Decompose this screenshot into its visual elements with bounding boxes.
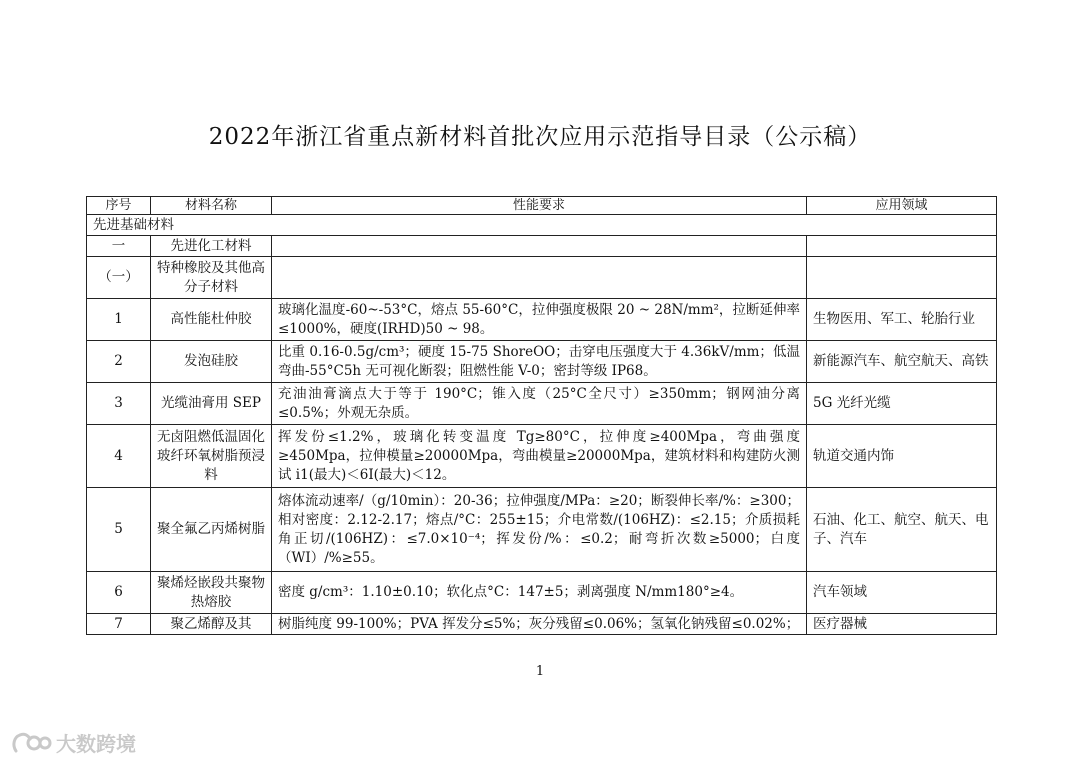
document-title: 2022年浙江省重点新材料首批次应用示范指导目录（公示稿）	[208, 124, 872, 150]
row-material-name: 聚烯烃嵌段共聚物热熔胶	[151, 572, 272, 614]
row-material-name: 无卤阻燃低温固化玻纤环氧树脂预浸料	[151, 425, 272, 488]
row-seq: 2	[87, 341, 151, 383]
row-seq: 6	[87, 572, 151, 614]
table-row	[87, 425, 997, 488]
header-name: 材料名称	[151, 197, 272, 215]
subcategory-row	[87, 236, 997, 257]
row-application: 轨道交通内饰	[807, 425, 997, 488]
row-application: 新能源汽车、航空航天、高铁	[807, 341, 997, 383]
row-performance: 玻璃化温度-60~-53°C，熔点 55-60°C，拉伸强度极限 20 ~ 28N/mm²，拉断延伸率≤1000%，硬度(IRHD)50 ~ 98。	[272, 299, 807, 341]
row-performance: 密度 g/cm³：1.10±0.10；软化点°C：147±5；剥离强度 N/mm180°≥4。	[272, 572, 807, 614]
row-material-name: 聚全氟乙丙烯树脂	[151, 488, 272, 572]
materials-table	[86, 196, 997, 635]
row-seq: 3	[87, 383, 151, 425]
subcategory-seq: 一	[87, 236, 151, 257]
row-application: 汽车领域	[807, 572, 997, 614]
table-row	[87, 488, 997, 572]
table-row	[87, 614, 997, 635]
row-application: 5G 光纤光缆	[807, 383, 997, 425]
row-application: 石油、化工、航空、航天、电子、汽车	[807, 488, 997, 572]
header-performance: 性能要求	[272, 197, 807, 215]
row-application: 生物医用、军工、轮胎行业	[807, 299, 997, 341]
page-number: 1	[535, 664, 545, 679]
category-row	[87, 215, 997, 236]
row-performance: 挥发份≤1.2%，玻璃化转变温度 Tg≥80°C，拉伸度≥400Mpa，弯曲强度≥450Mpa，拉伸模量≥20000Mpa，弯曲模量≥20000Mpa，建筑材料和构建防火测试 i1(最大)＜6I(最大)＜12。	[272, 425, 807, 488]
subcategory-name: 先进化工材料	[151, 236, 272, 257]
row-performance: 熔体流动速率/（g/10min）：20-36；拉伸强度/MPa：≥20；断裂伸长率/%：≥300；相对密度：2.12-2.17；熔点/°C：255±15；介电常数/(106HZ)：≤2.15；介质损耗角正切/(106HZ)：≤7.0×10⁻⁴；挥发份/%：≤0.2；耐弯折次数≥5000；白度（WI）/%≥55。	[272, 488, 807, 572]
table-row	[87, 341, 997, 383]
watermark-logo-icon	[10, 729, 52, 757]
row-seq: 1	[87, 299, 151, 341]
table-row	[87, 299, 997, 341]
table-row	[87, 383, 997, 425]
empty-cell	[807, 257, 997, 299]
watermark-text: 大数跨境	[56, 732, 136, 756]
watermark	[10, 728, 136, 757]
category-label: 先进基础材料	[87, 215, 997, 236]
row-seq: 4	[87, 425, 151, 488]
row-material-name: 聚乙烯醇及其	[151, 614, 272, 635]
header-application: 应用领域	[807, 197, 997, 215]
row-material-name: 光缆油膏用 SEP	[151, 383, 272, 425]
row-application: 医疗器械	[807, 614, 997, 635]
table-row	[87, 572, 997, 614]
row-performance: 比重 0.16-0.5g/cm³；硬度 15-75 ShoreOO；击穿电压强度大于 4.36kV/mm；低温弯曲-55°C5h 无可视化断裂；阻燃性能 V-0；密封等级 IP68。	[272, 341, 807, 383]
header-seq: 序号	[87, 197, 151, 215]
row-performance: 充油油膏滴点大于等于 190°C；锥入度（25°C全尺寸）≥350mm；钢网油分离≤0.5%；外观无杂质。	[272, 383, 807, 425]
row-material-name: 高性能杜仲胶	[151, 299, 272, 341]
row-seq: 5	[87, 488, 151, 572]
group-seq: （一）	[87, 257, 151, 299]
empty-cell	[807, 236, 997, 257]
empty-cell	[272, 236, 807, 257]
row-performance: 树脂纯度 99-100%；PVA 挥发分≤5%；灰分残留≤0.06%；氢氧化钠残留≤0.02%；	[272, 614, 807, 635]
group-row	[87, 257, 997, 299]
empty-cell	[272, 257, 807, 299]
row-material-name: 发泡硅胶	[151, 341, 272, 383]
table-header-row	[87, 197, 997, 215]
row-seq: 7	[87, 614, 151, 635]
group-name: 特种橡胶及其他高分子材料	[151, 257, 272, 299]
